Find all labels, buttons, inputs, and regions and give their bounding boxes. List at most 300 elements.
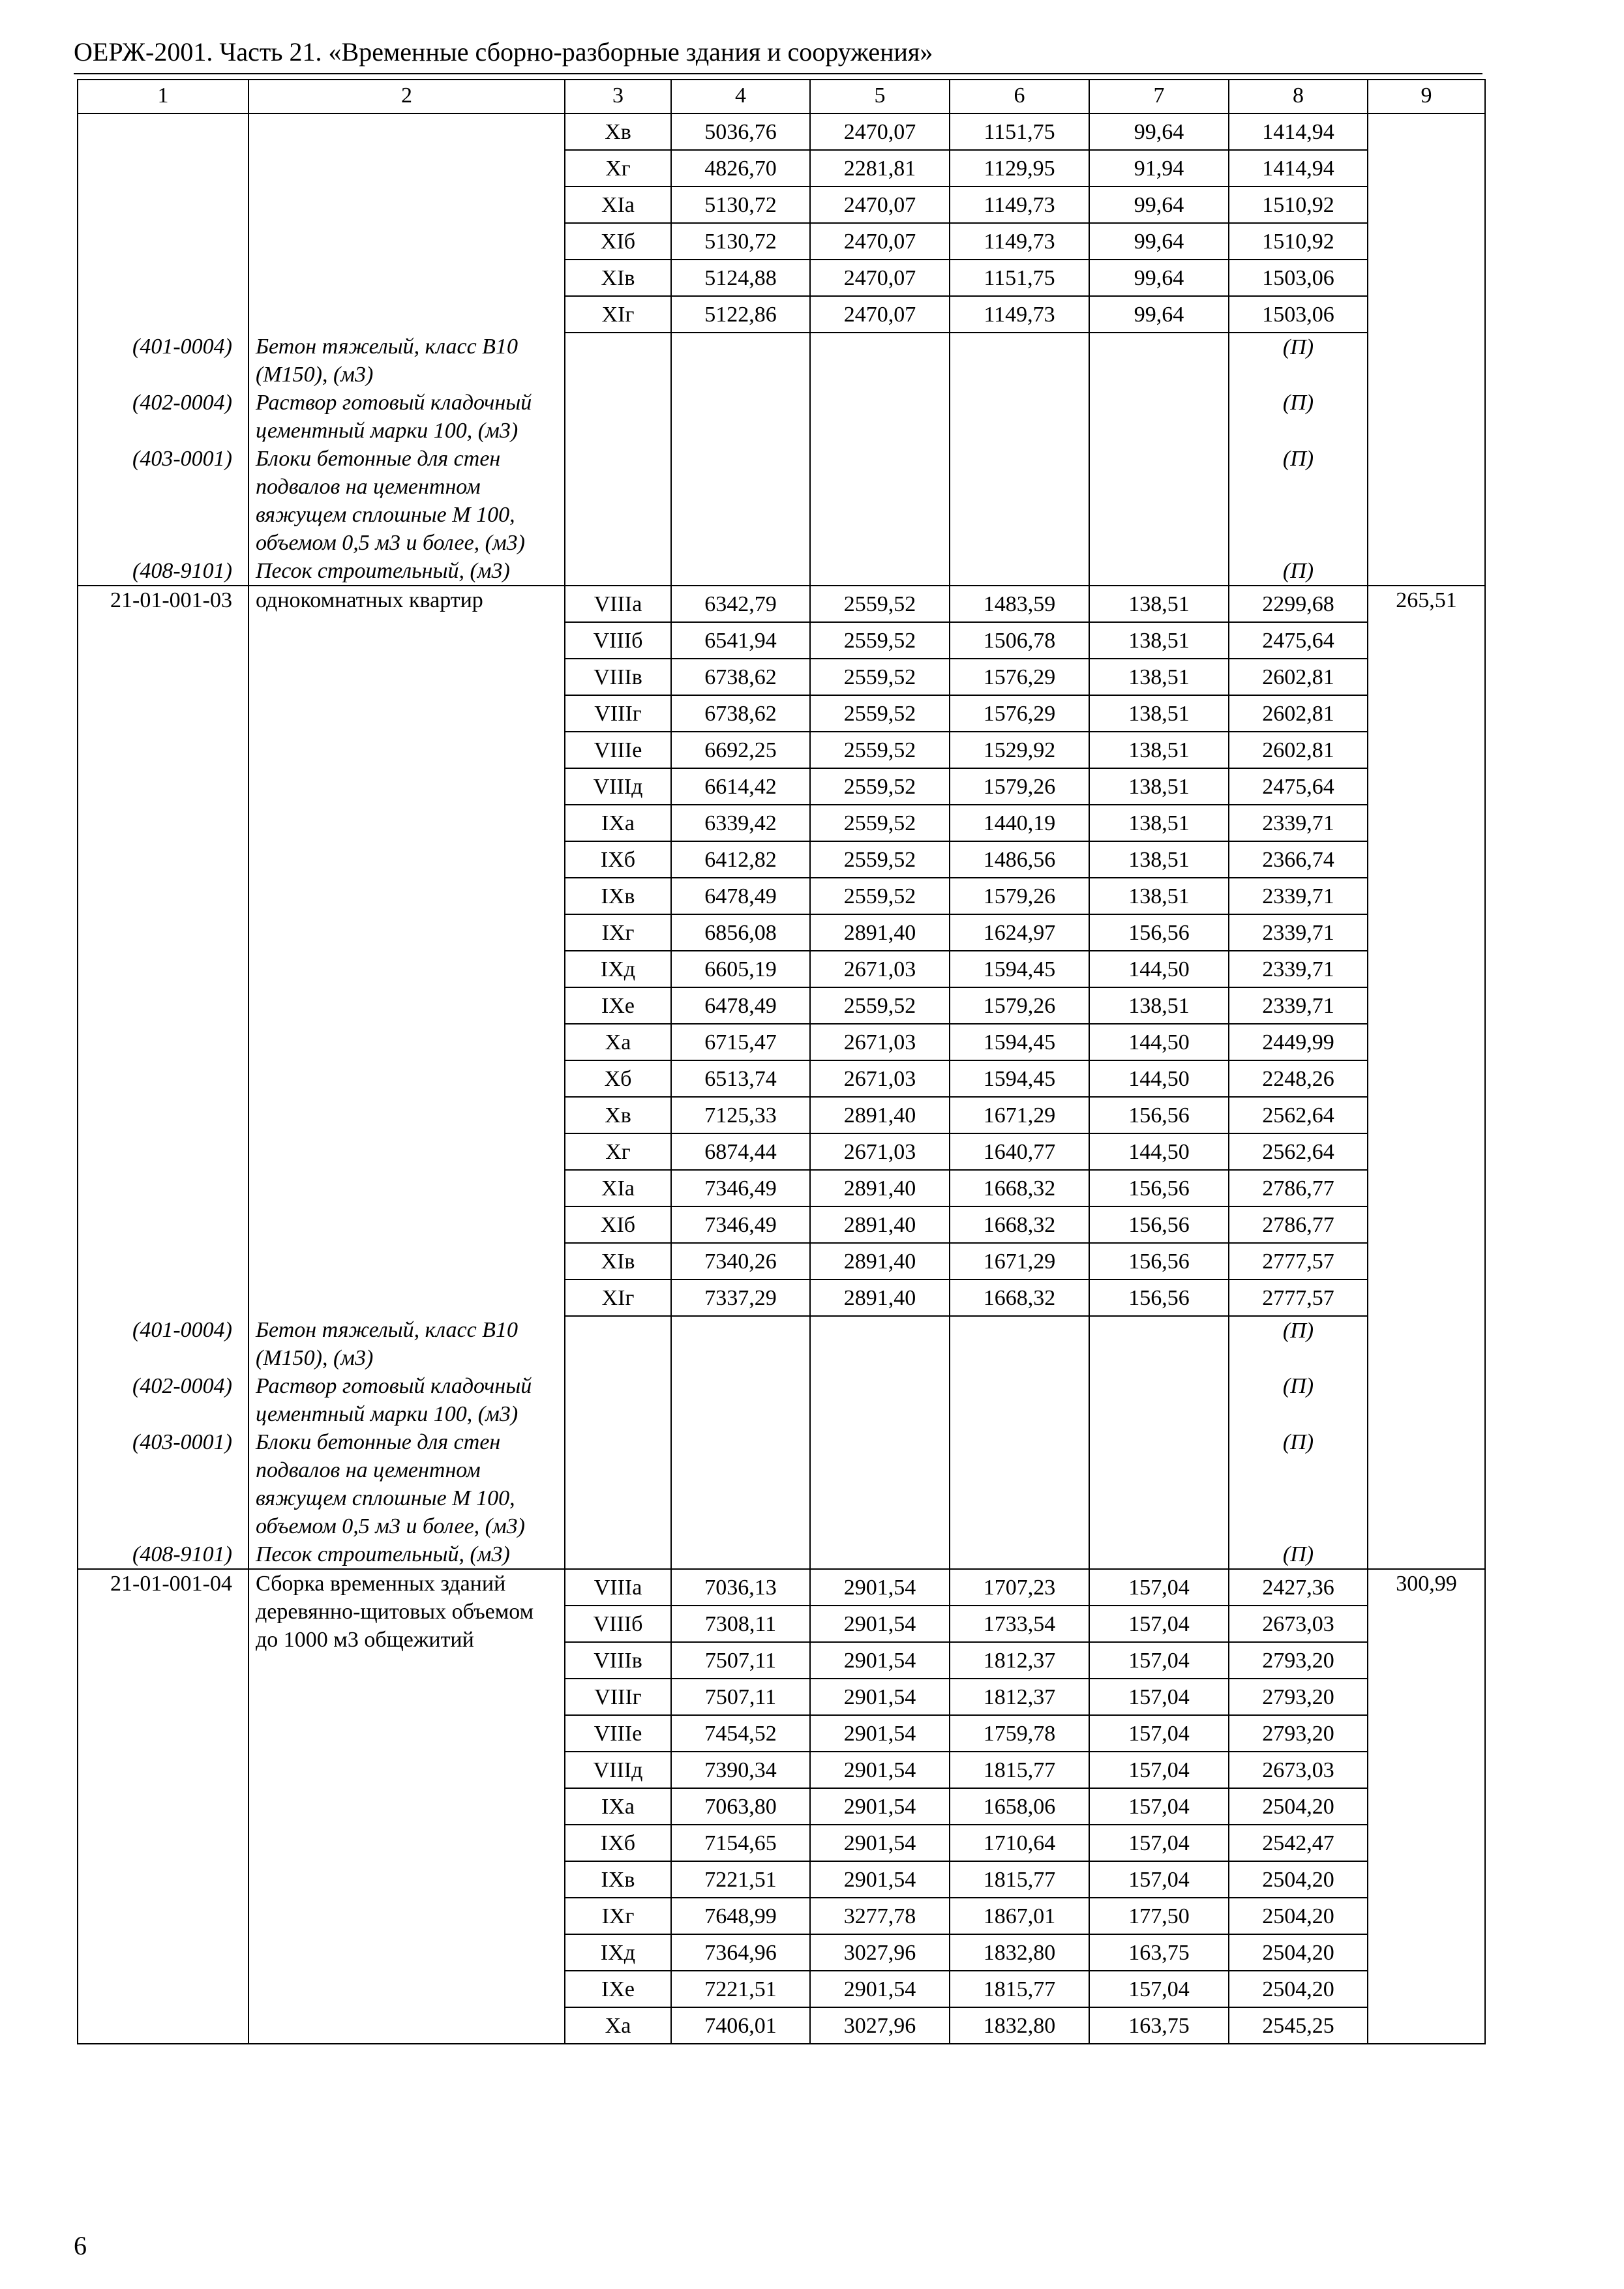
value-cell: 1576,29 bbox=[950, 695, 1089, 732]
value-cell: 1832,80 bbox=[950, 1934, 1089, 1971]
value-cell: 6412,82 bbox=[671, 841, 810, 878]
value-cell: 7364,96 bbox=[671, 1934, 810, 1971]
value-cell: 7406,01 bbox=[671, 2007, 810, 2044]
value-cell: 2339,71 bbox=[1229, 914, 1368, 951]
value-cell: 1812,37 bbox=[950, 1679, 1089, 1715]
zone-cell: ХIа bbox=[565, 187, 671, 223]
value-cell: 1710,64 bbox=[950, 1825, 1089, 1861]
value-cell: 6339,42 bbox=[671, 805, 810, 841]
value-cell: 2449,99 bbox=[1229, 1024, 1368, 1060]
zone-cell: IХа bbox=[565, 1788, 671, 1825]
value-cell: 2602,81 bbox=[1229, 659, 1368, 695]
zone-cell: VIIIа bbox=[565, 1569, 671, 1606]
value-cell: 2901,54 bbox=[810, 1569, 950, 1606]
empty-cell bbox=[671, 1316, 810, 1372]
value-cell: 156,56 bbox=[1089, 1279, 1229, 1316]
column-header: 7 bbox=[1089, 80, 1229, 113]
zone-cell: Ха bbox=[565, 1024, 671, 1060]
value-cell: 1149,73 bbox=[950, 187, 1089, 223]
value-cell: 6715,47 bbox=[671, 1024, 810, 1060]
value-cell: 6478,49 bbox=[671, 878, 810, 914]
value-cell: 1594,45 bbox=[950, 1024, 1089, 1060]
value-cell: 2671,03 bbox=[810, 1024, 950, 1060]
value-cell: 2339,71 bbox=[1229, 951, 1368, 987]
value-cell: 156,56 bbox=[1089, 914, 1229, 951]
zone-cell: Хг bbox=[565, 150, 671, 187]
empty-cell bbox=[810, 1540, 950, 1569]
value-cell: 2475,64 bbox=[1229, 768, 1368, 805]
value-cell: 2559,52 bbox=[810, 622, 950, 659]
material-unit: (П) bbox=[1229, 1428, 1368, 1540]
empty-cell bbox=[810, 1428, 950, 1540]
value-cell: 2559,52 bbox=[810, 805, 950, 841]
value-cell: 1483,59 bbox=[950, 586, 1089, 622]
value-cell: 7221,51 bbox=[671, 1971, 810, 2007]
empty-cell bbox=[565, 389, 671, 445]
value-cell: 163,75 bbox=[1089, 1934, 1229, 1971]
empty-cell bbox=[1089, 557, 1229, 586]
rate-name: Сборка временных зданий деревянно-щитовых объемом до 1000 м3 общежитий bbox=[248, 1569, 565, 2044]
zone-cell: ХIв bbox=[565, 260, 671, 296]
material-unit: (П) bbox=[1229, 445, 1368, 557]
value-cell: 177,50 bbox=[1089, 1898, 1229, 1934]
value-cell: 6614,42 bbox=[671, 768, 810, 805]
zone-cell: IХд bbox=[565, 1934, 671, 1971]
empty-cell bbox=[1089, 333, 1229, 389]
empty-cell bbox=[565, 557, 671, 586]
column-header-row bbox=[78, 80, 1485, 113]
value-cell: 3027,96 bbox=[810, 1934, 950, 1971]
value-cell: 157,04 bbox=[1089, 1825, 1229, 1861]
empty-cell bbox=[950, 1540, 1089, 1569]
material-code: (401-0004) bbox=[78, 1316, 248, 1372]
zone-cell: Хб bbox=[565, 1060, 671, 1097]
zone-cell: IХе bbox=[565, 1971, 671, 2007]
value-cell: 2901,54 bbox=[810, 1825, 950, 1861]
zone-cell: IХб bbox=[565, 1825, 671, 1861]
value-cell: 156,56 bbox=[1089, 1097, 1229, 1133]
zone-cell: VIIIе bbox=[565, 732, 671, 768]
value-cell: 1414,94 bbox=[1229, 113, 1368, 150]
value-cell: 1594,45 bbox=[950, 1060, 1089, 1097]
zone-cell: VIIIг bbox=[565, 1679, 671, 1715]
empty-cell bbox=[950, 1428, 1089, 1540]
value-cell: 1129,95 bbox=[950, 150, 1089, 187]
value-cell: 2559,52 bbox=[810, 878, 950, 914]
value-cell: 156,56 bbox=[1089, 1243, 1229, 1279]
empty-cell bbox=[810, 445, 950, 557]
empty-cell bbox=[950, 1372, 1089, 1428]
value-cell: 138,51 bbox=[1089, 695, 1229, 732]
value-cell: 7507,11 bbox=[671, 1642, 810, 1679]
value-cell: 2299,68 bbox=[1229, 586, 1368, 622]
zone-cell: IХг bbox=[565, 914, 671, 951]
value-cell: 2504,20 bbox=[1229, 1971, 1368, 2007]
value-cell: 7036,13 bbox=[671, 1569, 810, 1606]
empty-cell bbox=[1089, 389, 1229, 445]
zone-cell: IХв bbox=[565, 878, 671, 914]
zone-cell: ХIа bbox=[565, 1170, 671, 1206]
value-cell: 2559,52 bbox=[810, 695, 950, 732]
material-code: (403-0001) bbox=[78, 445, 248, 557]
material-name: Бетон тяжелый, класс В10 (М150), (м3) bbox=[248, 333, 565, 389]
empty-cell bbox=[565, 1540, 671, 1569]
empty-cell bbox=[1089, 445, 1229, 557]
value-cell: 7454,52 bbox=[671, 1715, 810, 1752]
zone-cell: Хв bbox=[565, 1097, 671, 1133]
material-row bbox=[78, 333, 1485, 389]
value-cell: 157,04 bbox=[1089, 1861, 1229, 1898]
value-cell: 5036,76 bbox=[671, 113, 810, 150]
value-cell: 2786,77 bbox=[1229, 1170, 1368, 1206]
value-cell: 2901,54 bbox=[810, 1752, 950, 1788]
empty-cell bbox=[1089, 1428, 1229, 1540]
zone-cell: VIIIв bbox=[565, 659, 671, 695]
column-header: 2 bbox=[248, 80, 565, 113]
value-cell: 1440,19 bbox=[950, 805, 1089, 841]
value-cell: 6541,94 bbox=[671, 622, 810, 659]
empty-cell bbox=[810, 389, 950, 445]
value-cell: 1640,77 bbox=[950, 1133, 1089, 1170]
material-name: Раствор готовый кладочный цементный марки 100, (м3) bbox=[248, 389, 565, 445]
material-row bbox=[78, 1316, 1485, 1372]
value-cell: 91,94 bbox=[1089, 150, 1229, 187]
value-cell: 2281,81 bbox=[810, 150, 950, 187]
value-cell: 2891,40 bbox=[810, 1206, 950, 1243]
zone-cell: VIIIд bbox=[565, 768, 671, 805]
value-cell: 2559,52 bbox=[810, 987, 950, 1024]
value-cell: 2891,40 bbox=[810, 1279, 950, 1316]
value-cell: 5130,72 bbox=[671, 223, 810, 260]
material-unit: (П) bbox=[1229, 557, 1368, 586]
value-cell: 1149,73 bbox=[950, 296, 1089, 333]
empty-cell bbox=[950, 557, 1089, 586]
zone-cell: Ха bbox=[565, 2007, 671, 2044]
material-unit: (П) bbox=[1229, 389, 1368, 445]
value-cell: 144,50 bbox=[1089, 1024, 1229, 1060]
value-cell: 7125,33 bbox=[671, 1097, 810, 1133]
value-cell: 2673,03 bbox=[1229, 1606, 1368, 1642]
material-row bbox=[78, 445, 1485, 557]
value-cell: 1149,73 bbox=[950, 223, 1089, 260]
value-cell: 2901,54 bbox=[810, 1861, 950, 1898]
material-code: (408-9101) bbox=[78, 557, 248, 586]
value-cell: 157,04 bbox=[1089, 1715, 1229, 1752]
value-cell: 1510,92 bbox=[1229, 187, 1368, 223]
value-cell: 2475,64 bbox=[1229, 622, 1368, 659]
value-cell: 99,64 bbox=[1089, 113, 1229, 150]
material-name: Песок строительный, (м3) bbox=[248, 1540, 565, 1569]
table-row bbox=[78, 1569, 1485, 1606]
value-cell: 7337,29 bbox=[671, 1279, 810, 1316]
column-header: 3 bbox=[565, 80, 671, 113]
value-cell: 138,51 bbox=[1089, 878, 1229, 914]
zone-cell: VIIIд bbox=[565, 1752, 671, 1788]
value-cell: 163,75 bbox=[1089, 2007, 1229, 2044]
value-cell: 2470,07 bbox=[810, 296, 950, 333]
value-cell: 157,04 bbox=[1089, 1752, 1229, 1788]
value-cell: 6856,08 bbox=[671, 914, 810, 951]
rate-code: 21-01-001-03 bbox=[78, 586, 248, 1316]
value-cell: 99,64 bbox=[1089, 296, 1229, 333]
value-cell: 1707,23 bbox=[950, 1569, 1089, 1606]
zone-cell: ХIб bbox=[565, 1206, 671, 1243]
value-cell: 2777,57 bbox=[1229, 1243, 1368, 1279]
column-header: 9 bbox=[1368, 80, 1485, 113]
zone-cell: ХIв bbox=[565, 1243, 671, 1279]
value-cell: 144,50 bbox=[1089, 1060, 1229, 1097]
material-name: Блоки бетонные для стен подвалов на цементном вяжущем сплошные М 100, объемом 0,5 м3 и более, (м3) bbox=[248, 445, 565, 557]
value-cell: 1832,80 bbox=[950, 2007, 1089, 2044]
value-cell: 138,51 bbox=[1089, 841, 1229, 878]
value-cell: 1668,32 bbox=[950, 1279, 1089, 1316]
column-header: 5 bbox=[810, 80, 950, 113]
empty-cell bbox=[1089, 1316, 1229, 1372]
value-cell: 7346,49 bbox=[671, 1206, 810, 1243]
value-cell: 138,51 bbox=[1089, 659, 1229, 695]
value-cell: 1624,97 bbox=[950, 914, 1089, 951]
value-cell: 2793,20 bbox=[1229, 1642, 1368, 1679]
material-unit: (П) bbox=[1229, 333, 1368, 389]
rate-name: однокомнатных квартир bbox=[248, 586, 565, 1316]
value-cell: 3027,96 bbox=[810, 2007, 950, 2044]
value-cell: 99,64 bbox=[1089, 187, 1229, 223]
value-cell: 2786,77 bbox=[1229, 1206, 1368, 1243]
material-unit: (П) bbox=[1229, 1316, 1368, 1372]
value-cell: 2559,52 bbox=[810, 732, 950, 768]
rate-code: 21-01-001-04 bbox=[78, 1569, 248, 2044]
value-cell: 1759,78 bbox=[950, 1715, 1089, 1752]
value-cell: 2339,71 bbox=[1229, 805, 1368, 841]
empty-cell bbox=[565, 333, 671, 389]
zone-cell: Хв bbox=[565, 113, 671, 150]
empty-cell bbox=[950, 389, 1089, 445]
value-cell: 1151,75 bbox=[950, 113, 1089, 150]
empty-cell bbox=[565, 445, 671, 557]
empty-cell bbox=[810, 333, 950, 389]
empty-cell bbox=[1089, 1372, 1229, 1428]
value-cell: 2470,07 bbox=[810, 223, 950, 260]
value-cell: 138,51 bbox=[1089, 622, 1229, 659]
empty-cell bbox=[565, 1316, 671, 1372]
value-cell: 6738,62 bbox=[671, 695, 810, 732]
value-cell: 2671,03 bbox=[810, 1133, 950, 1170]
value-cell: 1506,78 bbox=[950, 622, 1089, 659]
value-cell: 1503,06 bbox=[1229, 296, 1368, 333]
zone-cell: IХб bbox=[565, 841, 671, 878]
value-cell: 1812,37 bbox=[950, 1642, 1089, 1679]
table-row bbox=[78, 586, 1485, 622]
material-name: Бетон тяжелый, класс В10 (М150), (м3) bbox=[248, 1316, 565, 1372]
zone-cell: IХв bbox=[565, 1861, 671, 1898]
material-row bbox=[78, 1540, 1485, 1569]
empty-cell bbox=[671, 389, 810, 445]
value-cell: 3277,78 bbox=[810, 1898, 950, 1934]
empty-cell bbox=[565, 1428, 671, 1540]
column-9-value: 300,99 bbox=[1368, 1569, 1485, 2044]
value-cell: 2901,54 bbox=[810, 1971, 950, 2007]
value-cell: 138,51 bbox=[1089, 586, 1229, 622]
value-cell: 2891,40 bbox=[810, 1243, 950, 1279]
value-cell: 1815,77 bbox=[950, 1752, 1089, 1788]
material-name: Песок строительный, (м3) bbox=[248, 557, 565, 586]
value-cell: 2901,54 bbox=[810, 1642, 950, 1679]
value-cell: 2777,57 bbox=[1229, 1279, 1368, 1316]
value-cell: 1414,94 bbox=[1229, 150, 1368, 187]
zone-cell: VIIIб bbox=[565, 1606, 671, 1642]
value-cell: 2891,40 bbox=[810, 1170, 950, 1206]
empty-cell bbox=[671, 1372, 810, 1428]
page-number: 6 bbox=[74, 2231, 87, 2260]
column-9-value bbox=[1368, 113, 1485, 586]
value-cell: 2339,71 bbox=[1229, 987, 1368, 1024]
value-cell: 1510,92 bbox=[1229, 223, 1368, 260]
zone-cell: VIIIб bbox=[565, 622, 671, 659]
value-cell: 1503,06 bbox=[1229, 260, 1368, 296]
value-cell: 2559,52 bbox=[810, 841, 950, 878]
value-cell: 6342,79 bbox=[671, 586, 810, 622]
value-cell: 157,04 bbox=[1089, 1679, 1229, 1715]
value-cell: 2504,20 bbox=[1229, 1788, 1368, 1825]
value-cell: 2470,07 bbox=[810, 260, 950, 296]
value-cell: 157,04 bbox=[1089, 1971, 1229, 2007]
value-cell: 1668,32 bbox=[950, 1170, 1089, 1206]
zone-cell: VIIIг bbox=[565, 695, 671, 732]
zone-cell: ХIг bbox=[565, 1279, 671, 1316]
value-cell: 5124,88 bbox=[671, 260, 810, 296]
material-code: (408-9101) bbox=[78, 1540, 248, 1569]
value-cell: 157,04 bbox=[1089, 1788, 1229, 1825]
material-row bbox=[78, 389, 1485, 445]
empty-cell bbox=[810, 1372, 950, 1428]
value-cell: 138,51 bbox=[1089, 768, 1229, 805]
value-cell: 138,51 bbox=[1089, 805, 1229, 841]
value-cell: 2545,25 bbox=[1229, 2007, 1368, 2044]
material-row bbox=[78, 557, 1485, 586]
value-cell: 2504,20 bbox=[1229, 1861, 1368, 1898]
value-cell: 2671,03 bbox=[810, 1060, 950, 1097]
value-cell: 7063,80 bbox=[671, 1788, 810, 1825]
value-cell: 2427,36 bbox=[1229, 1569, 1368, 1606]
material-unit: (П) bbox=[1229, 1540, 1368, 1569]
zone-cell: IХа bbox=[565, 805, 671, 841]
value-cell: 1576,29 bbox=[950, 659, 1089, 695]
value-cell: 99,64 bbox=[1089, 260, 1229, 296]
zone-cell: IХг bbox=[565, 1898, 671, 1934]
value-cell: 2504,20 bbox=[1229, 1898, 1368, 1934]
column-header: 1 bbox=[78, 80, 248, 113]
value-cell: 2504,20 bbox=[1229, 1934, 1368, 1971]
value-cell: 5130,72 bbox=[671, 187, 810, 223]
value-cell: 157,04 bbox=[1089, 1642, 1229, 1679]
empty-cell bbox=[671, 557, 810, 586]
empty-cell bbox=[950, 1316, 1089, 1372]
zone-cell: Хг bbox=[565, 1133, 671, 1170]
value-cell: 1579,26 bbox=[950, 987, 1089, 1024]
header-rule bbox=[74, 73, 1482, 74]
value-cell: 6513,74 bbox=[671, 1060, 810, 1097]
value-cell: 2901,54 bbox=[810, 1715, 950, 1752]
value-cell: 1867,01 bbox=[950, 1898, 1089, 1934]
value-cell: 2901,54 bbox=[810, 1606, 950, 1642]
value-cell: 7648,99 bbox=[671, 1898, 810, 1934]
empty-cell bbox=[671, 1428, 810, 1540]
value-cell: 144,50 bbox=[1089, 951, 1229, 987]
zone-cell: ХIг bbox=[565, 296, 671, 333]
value-cell: 2901,54 bbox=[810, 1788, 950, 1825]
value-cell: 138,51 bbox=[1089, 732, 1229, 768]
value-cell: 1529,92 bbox=[950, 732, 1089, 768]
value-cell: 1594,45 bbox=[950, 951, 1089, 987]
value-cell: 99,64 bbox=[1089, 223, 1229, 260]
value-cell: 2339,71 bbox=[1229, 878, 1368, 914]
value-cell: 6738,62 bbox=[671, 659, 810, 695]
value-cell: 2793,20 bbox=[1229, 1715, 1368, 1752]
material-row bbox=[78, 1372, 1485, 1428]
value-cell: 7340,26 bbox=[671, 1243, 810, 1279]
value-cell: 7221,51 bbox=[671, 1861, 810, 1898]
value-cell: 1579,26 bbox=[950, 768, 1089, 805]
table-row bbox=[78, 113, 1485, 150]
value-cell: 2891,40 bbox=[810, 1097, 950, 1133]
material-name: Раствор готовый кладочный цементный марки 100, (м3) bbox=[248, 1372, 565, 1428]
zone-cell: ХIб bbox=[565, 223, 671, 260]
value-cell: 2891,40 bbox=[810, 914, 950, 951]
value-cell: 2248,26 bbox=[1229, 1060, 1368, 1097]
zone-cell: VIIIе bbox=[565, 1715, 671, 1752]
column-header: 6 bbox=[950, 80, 1089, 113]
empty-cell bbox=[565, 1372, 671, 1428]
value-cell: 2901,54 bbox=[810, 1679, 950, 1715]
empty-cell bbox=[950, 333, 1089, 389]
material-code: (401-0004) bbox=[78, 333, 248, 389]
material-name: Блоки бетонные для стен подвалов на цементном вяжущем сплошные М 100, объемом 0,5 м3 и более, (м3) bbox=[248, 1428, 565, 1540]
value-cell: 1671,29 bbox=[950, 1097, 1089, 1133]
value-cell: 4826,70 bbox=[671, 150, 810, 187]
page-header-title: ОЕРЖ-2001. Часть 21. «Временные сборно-разборные здания и сооружения» bbox=[74, 37, 933, 67]
empty-cell bbox=[671, 1540, 810, 1569]
value-cell: 144,50 bbox=[1089, 1133, 1229, 1170]
value-cell: 1733,54 bbox=[950, 1606, 1089, 1642]
value-cell: 1658,06 bbox=[950, 1788, 1089, 1825]
material-code: (402-0004) bbox=[78, 1372, 248, 1428]
value-cell: 1671,29 bbox=[950, 1243, 1089, 1279]
value-cell: 5122,86 bbox=[671, 296, 810, 333]
empty-cell bbox=[1089, 1540, 1229, 1569]
value-cell: 7346,49 bbox=[671, 1170, 810, 1206]
value-cell: 2366,74 bbox=[1229, 841, 1368, 878]
value-cell: 2559,52 bbox=[810, 659, 950, 695]
value-cell: 2470,07 bbox=[810, 187, 950, 223]
value-cell: 138,51 bbox=[1089, 987, 1229, 1024]
value-cell: 7308,11 bbox=[671, 1606, 810, 1642]
value-cell: 6692,25 bbox=[671, 732, 810, 768]
zone-cell: IХд bbox=[565, 951, 671, 987]
value-cell: 1815,77 bbox=[950, 1971, 1089, 2007]
value-cell: 2673,03 bbox=[1229, 1752, 1368, 1788]
value-cell: 2671,03 bbox=[810, 951, 950, 987]
zone-cell: IХе bbox=[565, 987, 671, 1024]
material-code: (403-0001) bbox=[78, 1428, 248, 1540]
value-cell: 6478,49 bbox=[671, 987, 810, 1024]
column-9-value: 265,51 bbox=[1368, 586, 1485, 1569]
value-cell: 1668,32 bbox=[950, 1206, 1089, 1243]
value-cell: 2542,47 bbox=[1229, 1825, 1368, 1861]
zone-cell: VIIIа bbox=[565, 586, 671, 622]
column-header: 8 bbox=[1229, 80, 1368, 113]
value-cell: 157,04 bbox=[1089, 1606, 1229, 1642]
value-cell: 1815,77 bbox=[950, 1861, 1089, 1898]
